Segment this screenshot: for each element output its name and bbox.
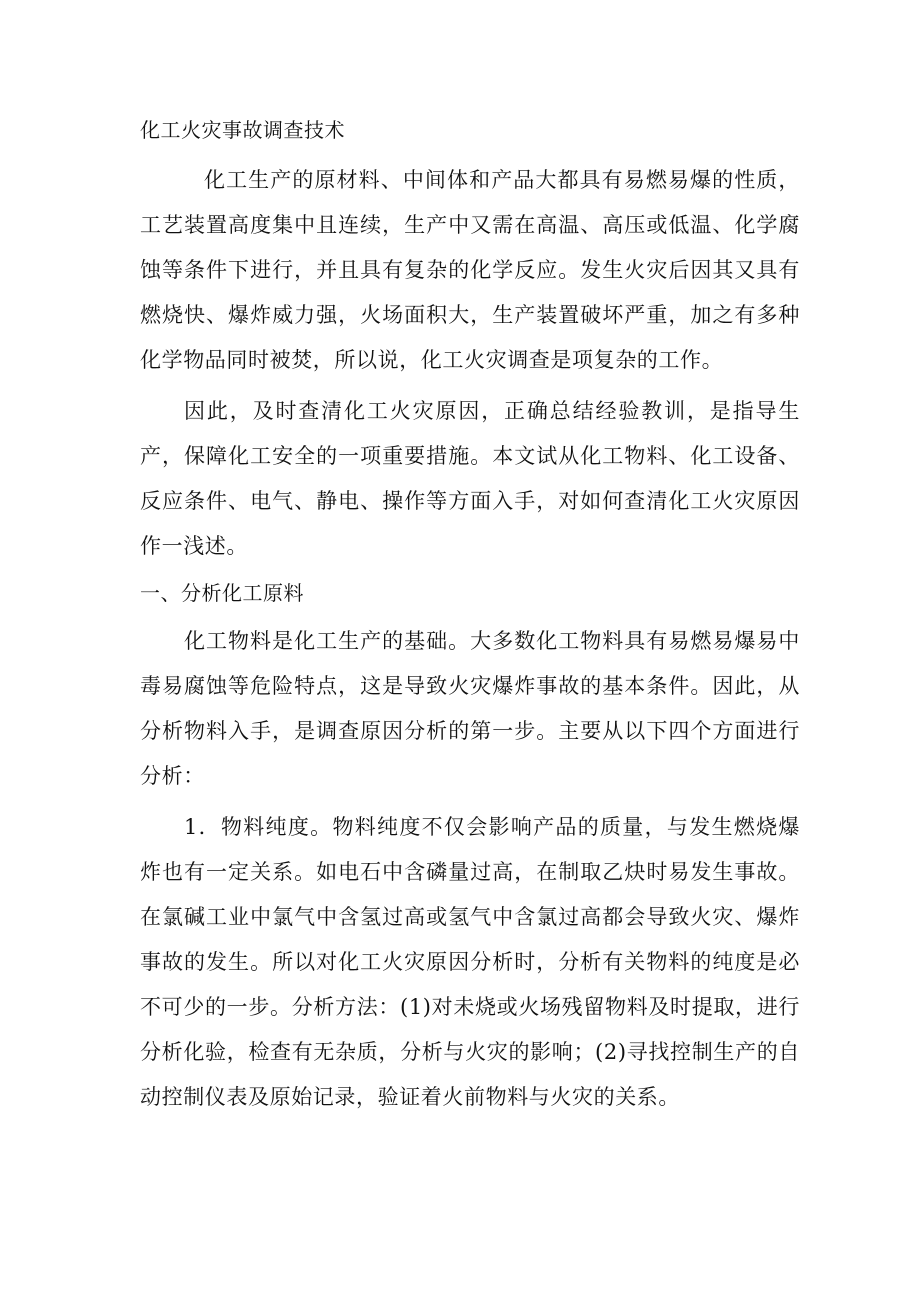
document-page (140, 116, 800, 1126)
section-heading: 一、分析化工原料 (140, 581, 304, 605)
document-title: 化工火灾事故调查技术 (140, 118, 345, 142)
paragraph-purpose: 因此，及时查清化工火灾原因，正确总结经验教训，是指导生产，保障化工安全的一项重要措施。本文试从化工物料、化工设备、反应条件、电气、静电、操作等方面入手，对如何查清化工火灾原因作一浅述。 (140, 399, 800, 558)
paragraph-intro: 化工生产的原材料、中间体和产品大都具有易燃易爆的性质，工艺装置高度集中且连续，生产中又需在高温、高压或低温、化学腐蚀等条件下进行，并且具有复杂的化学反应。发生火灾后因其又具有燃烧快、爆炸威力强，火场面积大，生产装置破坏严重，加之有多种化学物品同时被焚，所以说，化工火灾调查是项复杂的工作。 (140, 168, 800, 372)
paragraph-purity: 1．物料纯度。物料纯度不仅会影响产品的质量，与发生燃烧爆炸也有一定关系。如电石中含磷量过高，在制取乙炔时易发生事故。在氯碱工业中氯气中含氢过高或氢气中含氯过高都会导致火灾、爆炸事故的发生。所以对化工火灾原因分析时，分析有关物料的纯度是必不可少的一步。分析方法：(1)对未烧或火场残留物料及时提取，进行分析化验，检查有无杂质，分析与火灾的影响；(2)寻找控制生产的自动控制仪表及原始记录，验证着火前物料与火灾的关系。 (140, 815, 800, 1109)
paragraph-materials: 化工物料是化工生产的基础。大多数化工物料具有易燃易爆易中毒易腐蚀等危险特点，这是导致火灾爆炸事故的基本条件。因此，从分析物料入手，是调查原因分析的第一步。主要从以下四个方面进行分析： (140, 629, 800, 788)
